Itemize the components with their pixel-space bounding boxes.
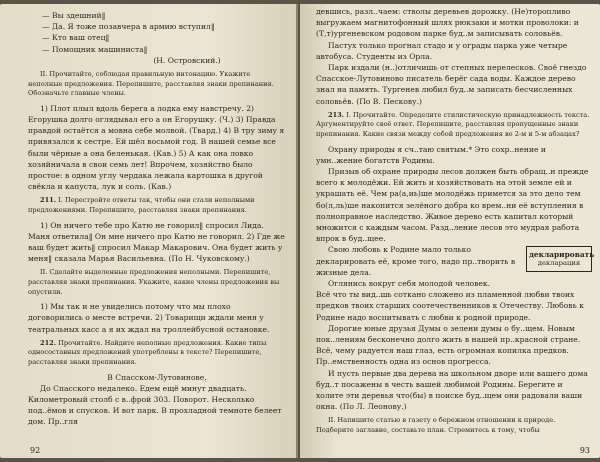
source-citation: (Н. Островский.) [153, 55, 221, 65]
task-instruction: I. Перестройте ответы так, чтобы они стали неполными предложениями. Перепишите, расставляя знаки препинания. [28, 196, 255, 215]
exercise-text: 1) Он ничего тебе про Катю не говорил‖ спросил Лида. Маня ответила‖ Он мне ничего про Катю не говорил. 2) Где же ваш будет жить‖ спросил Макар Макарович. Она будет жить у меня‖ сказала Марья Васильевна. (По Н. Чуковскому.) [28, 220, 285, 264]
page-number: 93 [579, 445, 590, 455]
exercise-number: 212. [40, 338, 57, 347]
page-number: 92 [30, 445, 41, 455]
task-instruction: II. Сделайте выделенные предложения неполными. Перепишите, расставляя знаки препинания. Укажите, какие члены предложения вы опустили. [28, 268, 280, 296]
dialogue-line: — Помощник машиниста‖ [42, 44, 148, 54]
dialogue-line: — Кто ваш отец‖ [42, 33, 110, 43]
exercise-text: До Спасского недалеко. Едем ещё минут двадцать. Километровый столб с в..фрой 303. Поворот. Несколько под..ёмов и спусков. И вот парк. В прохладной темноте белеет дом. Пр..гля [28, 383, 282, 427]
section-title: В Спасском-Лутовинове. [107, 372, 207, 382]
exercise-text: Дорогие юные друзья Думы о зелени думы о бу..щем. Новым пок..лениям бесконечно долго жить в нашей пр..красной стране. Всё, чему радуется наш глаз, есть огромная копилка предков. Пр..емственность одна из основ прогресса. [316, 323, 581, 367]
exercise-text: Призыв об охране природы лесов должен быть обращ..н прежде всего к молодёжи. Ей жить и хозяйствовать на этой земле ей и украшать её. Чем ра(а,иь)ше молодёжь примется за это дело тем бо(л,ль)ше накопится зелёного добра ко врем..ни её вступления в полноправное наследство. Живое дерево есть капитал который множится с каждым часом. Разд..ление лесов это мудрая работа впрок в буд..щее. [316, 167, 589, 244]
exercise-text: Всё что ты вид..шь соткано сложено из пламенной любви твоих предков твоих старших соотечественников к Отечеству. Любовь к Родине надо воспитывать с любви к родной природе. [316, 290, 584, 322]
exercise-213-task [316, 111, 592, 140]
exercise-text: Свою любовь к Родине мало только декларировать её, кроме того, надо пр..творить в жизные дела. [316, 245, 516, 277]
task-instruction: Прочитайте. Найдите неполные предложения. Какие типы односоставных предложений употреблены в тексте? Перепишите, расставляя знаки препинания. [28, 338, 267, 366]
exercise-text: Оглянись вокруг себя молодой человек. [328, 279, 491, 289]
vocabulary-term: декларировать [529, 250, 595, 260]
exercise-number: 213. [328, 110, 345, 119]
left-page [0, 4, 296, 458]
right-page [300, 4, 600, 458]
exercise-number: 211. [40, 196, 57, 205]
dialogue-line: — Вы здешний‖ [42, 11, 106, 20]
exercise-text: 1) Плот плыл вдоль берега а лодка ему навстречу. 2) Егорушка долго оглядывал его а он Егорушку. (Ч.) 3) Правда правдой остаётся а мовна себе молвой. (Твард.) 4) В тру зиму я привязался к сестре. Ей шёл восьмой год. В нашей семье все были чёрные а она беленькая. (Кав.) 5) А как она ловко хозяйничала в свои семь лет! Впрочем, хозяйство было простое: в одном углу чердака лежала картошка в другой свёкла и капуста, лук и соль. (Кав.) [28, 103, 285, 192]
exercise-text: Парк издали (н..)отличишь от степных перелесков. Своё гнездо Спасское-Лутовиново писатель берёг сада воды. Каждое дерево знал на память. Тургенев любил буд..м записать бесчисленных соловьёв. (По В. Пескову.) [316, 63, 587, 106]
exercise-212-task [28, 339, 286, 368]
exercise-text: девшись, разл..чаем: стволы деревьев дорожку. (Не)торопливо выгружаем магнитофонный шлях рюкзаки и мотки проволоки: и (Т,т)ургеневском родовом парке буд..м записывать соловьёв. [316, 7, 579, 39]
vocabulary-box [526, 246, 595, 272]
vocabulary-definition: декларация [537, 259, 581, 268]
dialogue-line: — Да. Я тоже позавчера в армию вступил‖ [42, 22, 215, 32]
exercise-211-task [28, 196, 286, 215]
exercise-text: 1) Мы так и не увиделись потому что мы плохо договорились о месте встречи. 2) Товарищи ждали меня у театральных касс а я их ждал на троллейбусной остановке. [28, 302, 270, 334]
task-instruction: I. Прочитайте. Определите стилистическую принадлежность текста. Аргументируйте своё ответ. Перепишите, расставляя пропущенные знаки препинания. Какие связи между собой предложения во 2-м и 5-м абзацах? [316, 110, 590, 139]
task-instruction: II. Напишите статью в газету о бережном отношении к природе. Подберите заглавие, составьте план. Стремитесь к тому, чтобы [316, 416, 556, 435]
task-instruction: II. Прочитайте, соблюдая правильную интонацию. Укажите неполные предложения. Перепишите, расставляя знаки препинания. Обозначьте главные члены. [28, 70, 274, 98]
exercise-text: И пусть первые два дерева на школьном дворе или вашего дома буд..т посажены в честь вашей любимой Родины. Берегите и холите эти деревья что(бы) в поиске буд..щем они радовали ваши окна. (По Л. Леонову.) [316, 368, 588, 412]
exercise-text: Пастух только прогнал стадо и у ограды парка уже четыре автобуса. Студенты из Орла. [316, 40, 568, 61]
exercise-text: Охрану природы я сч..таю святым.* Это сохр..нение и умн..жение богатств Родины. [316, 144, 546, 165]
dialogue-block [28, 10, 286, 55]
book-gutter [296, 4, 298, 458]
